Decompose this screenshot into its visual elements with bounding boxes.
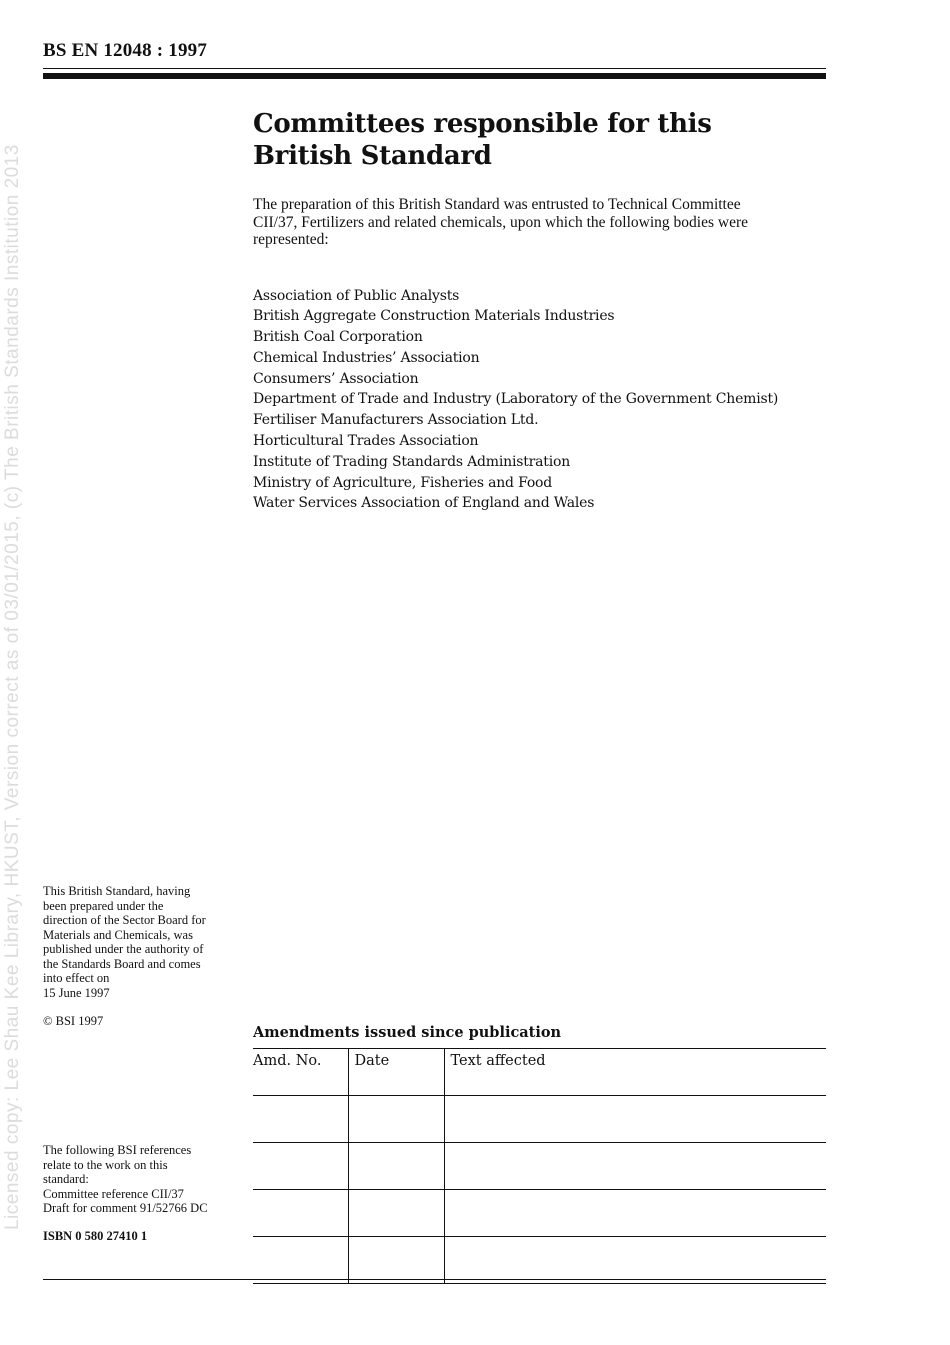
table-row <box>253 1143 826 1190</box>
table-cell <box>253 1096 348 1143</box>
table-cell <box>348 1237 444 1284</box>
reference-line: standard: <box>43 1172 89 1186</box>
list-item: Association of Public Analysts <box>253 287 460 304</box>
reference-line: relate to the work on this <box>43 1157 168 1172</box>
table-row <box>253 1096 826 1143</box>
note-line: into effect on <box>43 971 110 985</box>
header-rule-thick <box>43 73 826 79</box>
reference-line: Draft for comment 91/52766 DC <box>43 1201 208 1215</box>
table-cell <box>253 1143 348 1190</box>
intro-paragraph <box>253 196 828 249</box>
publication-note <box>43 884 243 1000</box>
reference-line: Committee reference CII/37 <box>43 1186 184 1201</box>
column-header-text-affected: Text affected <box>444 1049 826 1096</box>
table-cell <box>253 1190 348 1237</box>
committees-section <box>253 108 828 514</box>
table-cell <box>348 1096 444 1143</box>
list-item: British Coal Corporation <box>253 329 423 346</box>
note-line: published under the authority of <box>43 942 204 956</box>
column-header-date: Date <box>348 1049 444 1096</box>
page-title-line: Committees responsible for this <box>253 109 712 139</box>
header-rule-thin <box>43 68 826 69</box>
list-item: Chemical Industries’ Association <box>253 349 480 366</box>
list-item: Institute of Trading Standards Administration <box>253 453 571 470</box>
document-code: BS EN 12048 : 1997 <box>43 40 208 61</box>
note-line: 15 June 1997 <box>43 985 110 1000</box>
list-item: Horticultural Trades Association <box>253 433 479 450</box>
list-item: Department of Trade and Industry (Laboratory of the Government Chemist) <box>253 391 779 408</box>
amendments-table <box>253 1048 826 1284</box>
intro-line: represented: <box>253 231 329 248</box>
column-header-amd-no: Amd. No. <box>253 1049 348 1096</box>
bsi-references <box>43 1143 243 1216</box>
list-item: Water Services Association of England and Wales <box>253 495 595 512</box>
table-header-row <box>253 1049 826 1096</box>
copyright-notice: © BSI 1997 <box>43 1014 104 1028</box>
list-item: British Aggregate Construction Materials Industries <box>253 308 615 325</box>
table-cell <box>348 1190 444 1237</box>
footer-rule <box>43 1279 826 1280</box>
intro-line: CII/37, Fertilizers and related chemicals, upon which the following bodies were <box>253 213 748 231</box>
list-item: Consumers’ Association <box>253 370 419 387</box>
isbn: ISBN 0 580 27410 1 <box>43 1229 148 1243</box>
table-cell <box>444 1143 826 1190</box>
intro-line: The preparation of this British Standard was entrusted to Technical Committee <box>253 196 741 213</box>
table-cell <box>444 1237 826 1284</box>
page-title-line: British Standard <box>253 141 492 171</box>
table-cell <box>348 1143 444 1190</box>
note-line: This British Standard, having <box>43 884 191 898</box>
amendments-title: Amendments issued since publication <box>253 1024 562 1041</box>
table-row <box>253 1190 826 1237</box>
table-cell <box>444 1190 826 1237</box>
list-item: Fertiliser Manufacturers Association Ltd. <box>253 412 539 429</box>
note-line: Materials and Chemicals, was <box>43 927 193 942</box>
note-line: the Standards Board and comes <box>43 956 201 971</box>
represented-bodies-list <box>253 286 828 515</box>
note-line: direction of the Sector Board for <box>43 913 206 927</box>
license-watermark: Licensed copy: Lee Shau Kee Library, HKUST, Version correct as of 03/01/2015, (c) The British Standards Institution 2013 <box>2 144 23 1230</box>
table-row <box>253 1237 826 1284</box>
page-title <box>253 108 828 172</box>
note-line: been prepared under the <box>43 898 164 913</box>
table-cell <box>444 1096 826 1143</box>
list-item: Ministry of Agriculture, Fisheries and Food <box>253 474 553 491</box>
reference-line: The following BSI references <box>43 1143 192 1157</box>
table-cell <box>253 1237 348 1284</box>
